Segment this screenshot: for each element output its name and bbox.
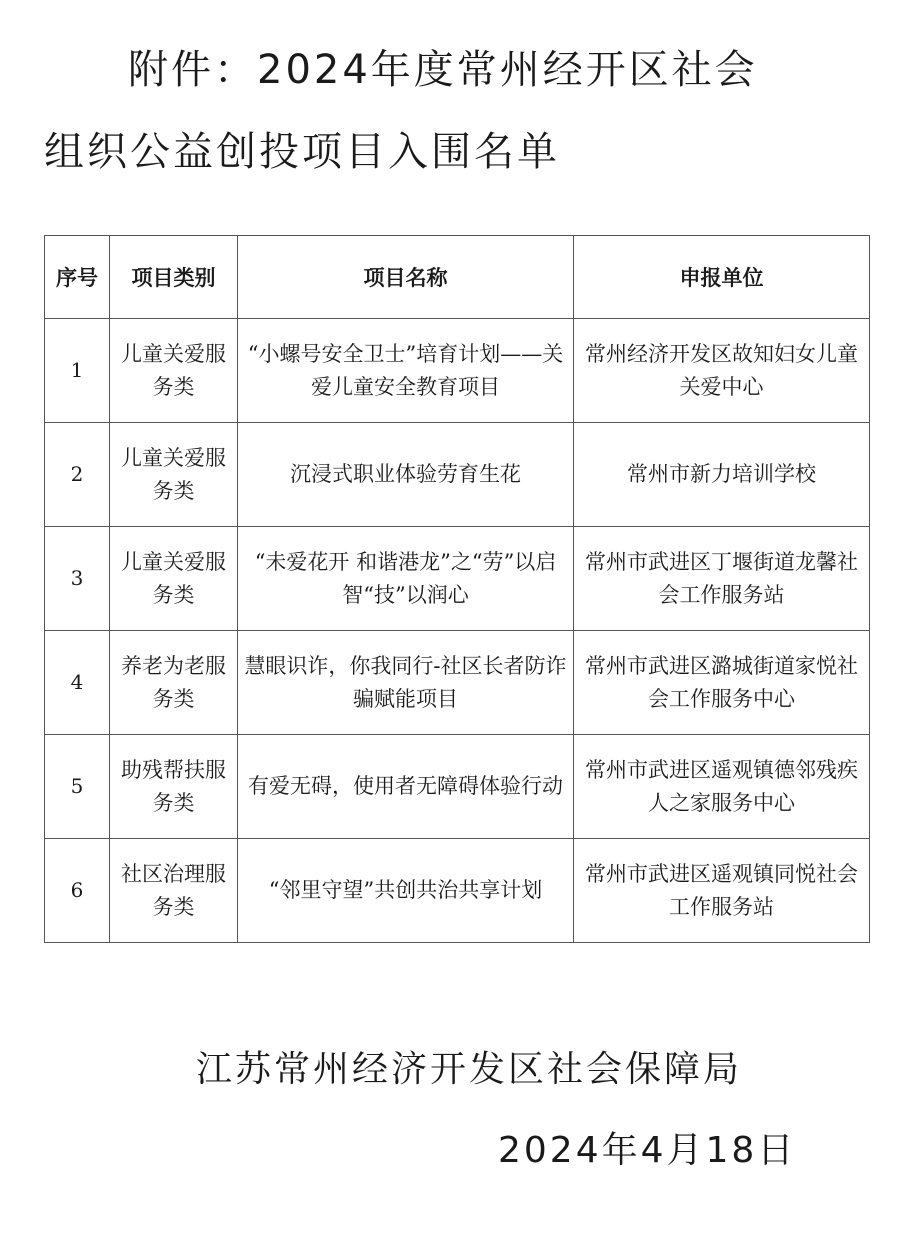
header-project: 项目名称 [238,236,574,319]
cell-org: 常州市武进区遥观镇同悦社会工作服务站 [574,839,870,943]
cell-no: 4 [45,631,110,735]
title-line-1: 附件：2024年度常州经开区社会 [128,47,758,93]
header-org: 申报单位 [574,236,870,319]
cell-category: 助残帮扶服务类 [110,735,238,839]
cell-project: “未爱花开 和谐港龙”之“劳”以启智“技”以润心 [238,527,574,631]
cell-org: 常州市新力培训学校 [574,423,870,527]
title-line-2: 组织公益创投项目入围名单 [44,129,560,175]
issuing-organization: 江苏常州经济开发区社会保障局 [196,1049,743,1090]
cell-no: 1 [45,319,110,423]
cell-category: 社区治理服务类 [110,839,238,943]
cell-no: 2 [45,423,110,527]
cell-project: “小螺号安全卫士”培育计划——关爱儿童安全教育项目 [238,319,574,423]
cell-no: 3 [45,527,110,631]
cell-project: 有爱无碍，使用者无障碍体验行动 [238,735,574,839]
header-category: 项目类别 [110,236,238,319]
issue-date: 2024年4月18日 [498,1130,797,1171]
cell-category: 儿童关爱服务类 [110,423,238,527]
cell-org: 常州经济开发区故知妇女儿童关爱中心 [574,319,870,423]
table-row [45,631,870,735]
table-row [45,319,870,423]
cell-no: 6 [45,839,110,943]
cell-org: 常州市武进区遥观镇德邻残疾人之家服务中心 [574,735,870,839]
table-row [45,527,870,631]
cell-category: 儿童关爱服务类 [110,319,238,423]
cell-no: 5 [45,735,110,839]
cell-project: “邻里守望”共创共治共享计划 [238,839,574,943]
cell-category: 养老为老服务类 [110,631,238,735]
table-header-row [45,236,870,319]
table-row [45,423,870,527]
header-no: 序号 [45,236,110,319]
table-row [45,839,870,943]
cell-category: 儿童关爱服务类 [110,527,238,631]
cell-org: 常州市武进区丁堰街道龙馨社会工作服务站 [574,527,870,631]
table-row [45,735,870,839]
cell-project: 沉浸式职业体验劳育生花 [238,423,574,527]
shortlist-table [44,235,870,943]
cell-org: 常州市武进区潞城街道家悦社会工作服务中心 [574,631,870,735]
cell-project: 慧眼识诈，你我同行-社区长者防诈骗赋能项目 [238,631,574,735]
